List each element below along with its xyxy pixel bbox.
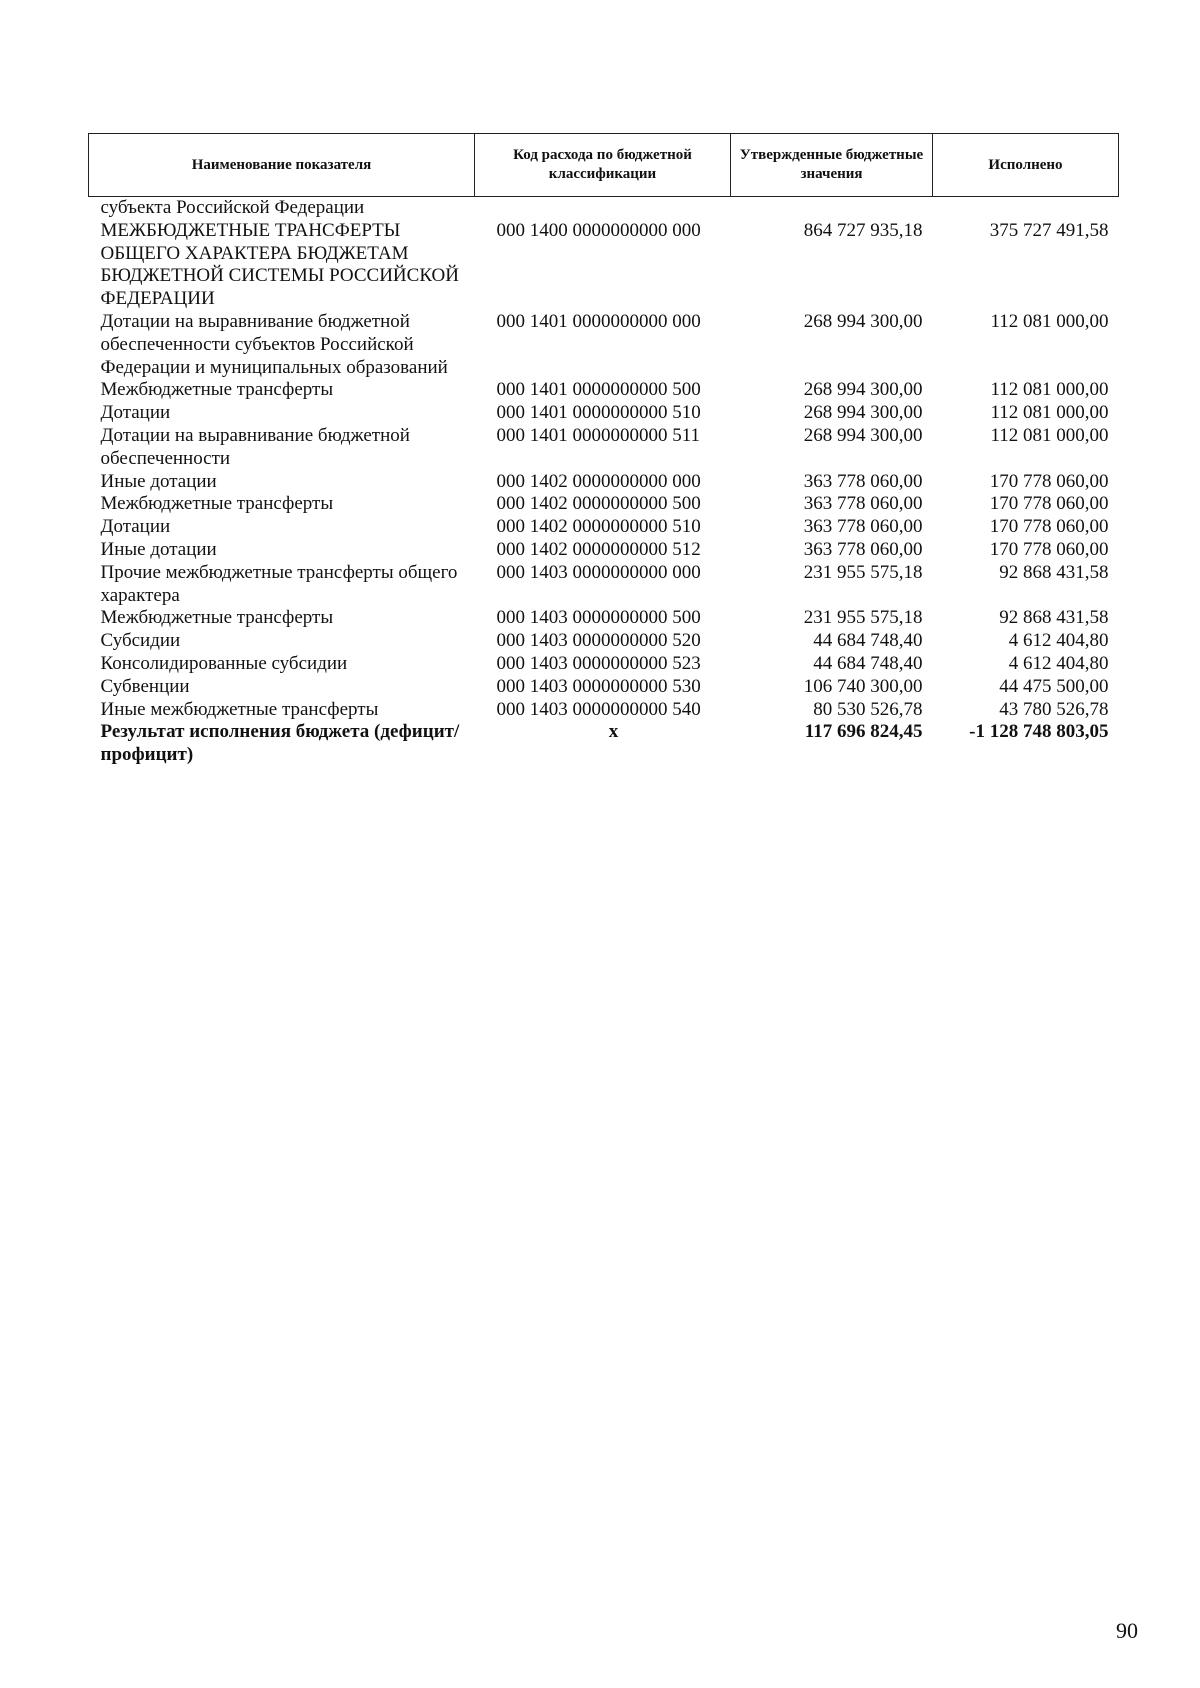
- row-name: Межбюджетные трансферты: [100, 379, 334, 401]
- table-header: [89, 134, 1119, 197]
- table-row: [89, 539, 1119, 562]
- row-code: 000 1402 0000000000 512: [496, 538, 701, 560]
- row-name: Межбюджетные трансферты: [100, 607, 334, 629]
- budget-execution-table-wrapper: [88, 133, 1118, 767]
- row-name: Субвенции: [100, 675, 190, 697]
- row-executed: 170 778 060,00: [989, 538, 1109, 560]
- row-code: 000 1401 0000000000 511: [496, 424, 701, 446]
- row-approved: 117 696 824,45: [804, 721, 923, 743]
- row-code: 000 1401 0000000000 000: [496, 310, 701, 332]
- row-code: 000 1403 0000000000 500: [496, 607, 701, 629]
- header-row: [89, 134, 1119, 197]
- row-code: 000 1402 0000000000 510: [496, 516, 701, 538]
- row-approved: 864 727 935,18: [803, 219, 923, 241]
- row-executed: 112 081 000,00: [990, 402, 1109, 424]
- row-code: 000 1403 0000000000 000: [496, 561, 701, 583]
- row-name: Дотации на выравнивание бюджетной обеспеченности субъектов Российской Федерации и муниципальных образований: [100, 310, 448, 378]
- row-approved: [731, 197, 933, 220]
- row-approved: 363 778 060,00: [803, 516, 923, 538]
- row-name: Дотации на выравнивание бюджетной обеспеченности: [100, 424, 410, 469]
- header-code: Код расхода по бюджетной классификации: [475, 134, 731, 197]
- header-approved: Утвержденные бюджетные значения: [731, 134, 933, 197]
- table-row: [89, 311, 1119, 379]
- table-row: [89, 471, 1119, 494]
- page-number: 90: [1116, 1618, 1138, 1643]
- table-row: [89, 721, 1119, 767]
- row-executed: 170 778 060,00: [989, 470, 1109, 492]
- table-row: [89, 379, 1119, 402]
- row-code: 000 1400 0000000000 000: [496, 219, 701, 241]
- row-executed: 44 475 500,00: [999, 675, 1109, 697]
- row-code: 000 1401 0000000000 510: [496, 402, 701, 424]
- row-executed: 375 727 491,58: [989, 219, 1109, 241]
- table-row: [89, 402, 1119, 425]
- row-name: Иные дотации: [100, 470, 217, 492]
- table-row: [89, 630, 1119, 653]
- row-executed: 92 868 431,58: [999, 561, 1109, 583]
- row-name: Межбюджетные трансферты: [100, 493, 334, 515]
- row-code: 000 1402 0000000000 500: [496, 493, 701, 515]
- row-name: Дотации: [100, 402, 171, 424]
- row-code: x: [608, 721, 619, 743]
- table-row: [89, 676, 1119, 699]
- header-executed: Исполнено: [933, 134, 1119, 197]
- table-row: [89, 699, 1119, 722]
- row-name: Иные дотации: [100, 538, 217, 560]
- row-approved: 268 994 300,00: [803, 379, 923, 401]
- row-executed: 170 778 060,00: [989, 493, 1109, 515]
- row-name: Консолидированные субсидии: [100, 652, 348, 674]
- row-executed: 4 612 404,80: [1008, 630, 1109, 652]
- row-approved: 363 778 060,00: [803, 493, 923, 515]
- table-row: [89, 425, 1119, 471]
- row-name: Результат исполнения бюджета (дефицит/профицит): [100, 721, 460, 766]
- row-executed: [933, 197, 1119, 220]
- table-row: [89, 562, 1119, 608]
- row-approved: 268 994 300,00: [803, 402, 923, 424]
- budget-execution-table: [88, 133, 1119, 767]
- row-code: 000 1403 0000000000 520: [496, 630, 701, 652]
- table-row: [89, 607, 1119, 630]
- row-executed: 112 081 000,00: [990, 379, 1109, 401]
- row-name: Дотации: [100, 516, 171, 538]
- header-name: Наименование показателя: [89, 134, 475, 197]
- row-approved: 231 955 575,18: [803, 607, 923, 629]
- row-code: 000 1403 0000000000 523: [496, 652, 701, 674]
- row-code: 000 1403 0000000000 540: [496, 698, 701, 720]
- table-row: [89, 197, 1119, 220]
- row-approved: 80 530 526,78: [813, 698, 923, 720]
- row-approved: 363 778 060,00: [803, 470, 923, 492]
- row-approved: 268 994 300,00: [803, 424, 923, 446]
- table-row: [89, 493, 1119, 516]
- row-executed: 92 868 431,58: [999, 607, 1109, 629]
- table-body: [89, 197, 1119, 767]
- row-name: Прочие межбюджетные трансферты общего характера: [100, 561, 458, 606]
- row-name: Иные межбюджетные трансферты: [100, 698, 379, 720]
- row-executed: 112 081 000,00: [990, 424, 1109, 446]
- row-approved: 231 955 575,18: [803, 561, 923, 583]
- row-executed: 112 081 000,00: [990, 310, 1109, 332]
- table-row: [89, 653, 1119, 676]
- row-approved: 106 740 300,00: [803, 675, 923, 697]
- row-approved: 44 684 748,40: [813, 652, 923, 674]
- row-code: [475, 197, 731, 220]
- row-code: 000 1402 0000000000 000: [496, 470, 701, 492]
- row-executed: 4 612 404,80: [1008, 652, 1109, 674]
- row-approved: 363 778 060,00: [803, 538, 923, 560]
- row-code: 000 1403 0000000000 530: [496, 675, 701, 697]
- row-name: субъекта Российской Федерации: [100, 197, 365, 218]
- row-approved: 44 684 748,40: [813, 630, 923, 652]
- table-row: [89, 220, 1119, 311]
- row-name: Субсидии: [100, 630, 181, 652]
- row-code: 000 1401 0000000000 500: [496, 379, 701, 401]
- table-row: [89, 516, 1119, 539]
- row-approved: 268 994 300,00: [803, 310, 923, 332]
- row-name: МЕЖБЮДЖЕТНЫЕ ТРАНСФЕРТЫ ОБЩЕГО ХАРАКТЕРА БЮДЖЕТАМ БЮДЖЕТНОЙ СИСТЕМЫ РОССИЙСКОЙ ФЕДЕРАЦИИ: [100, 219, 459, 310]
- row-executed: -1 128 748 803,05: [969, 721, 1109, 743]
- row-executed: 170 778 060,00: [989, 516, 1109, 538]
- row-executed: 43 780 526,78: [999, 698, 1109, 720]
